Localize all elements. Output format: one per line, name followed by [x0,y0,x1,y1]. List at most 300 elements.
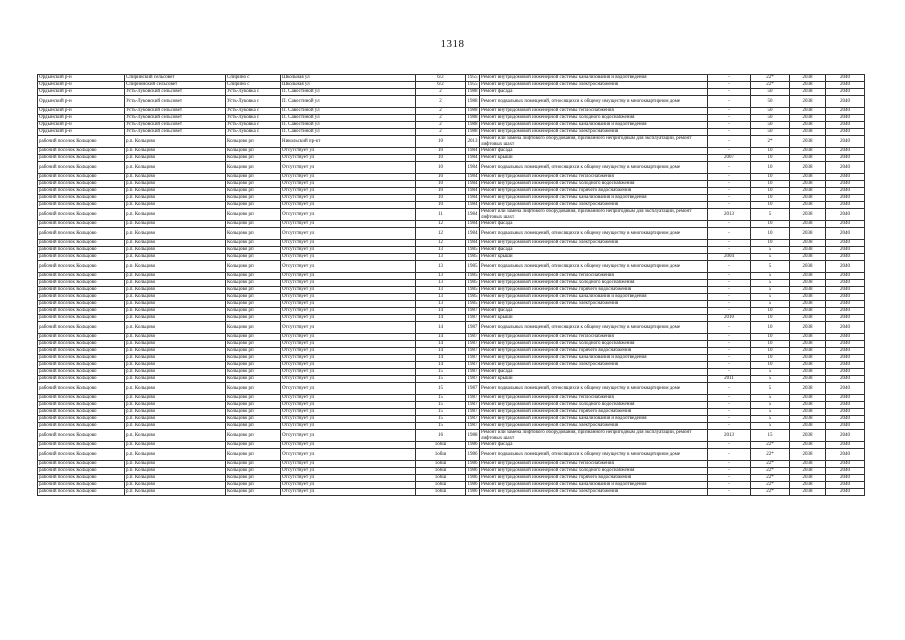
wear-percent-cell: 22* [751,449,790,461]
locality-cell: Кольцово рп [226,202,281,209]
table-row [38,174,865,181]
plan-end-year-cell: 2040 [826,341,865,348]
plan-start-year-cell: 2038 [790,188,826,195]
plan-start-year-cell: 2038 [790,174,826,181]
wear-percent-cell: 10 [751,148,790,155]
last-repair-year-cell: 2013 [708,209,751,221]
municipality-cell: рабочий поселок Кольцово [38,489,125,496]
last-repair-year-cell: - [708,294,751,301]
work-type-cell: Ремонт внутридомовой инженерной системы горячего водоснабжения [480,409,708,416]
plan-end-year-cell: 2040 [826,129,865,136]
wear-percent-cell: 10 [751,174,790,181]
municipality-cell: рабочий поселок Кольцово [38,369,125,376]
last-repair-year-cell: - [708,423,751,430]
build-year-cell: 1988 [466,430,480,442]
table-row [38,409,865,416]
street-cell: П. Савостиной ул [281,129,416,136]
work-type-cell: Ремонт внутридомовой инженерной системы холодного водоснабжения [480,181,708,188]
work-type-cell: Ремонт фасада [480,89,708,96]
plan-end-year-cell: 2040 [826,430,865,442]
plan-start-year-cell: 2038 [790,129,826,136]
wear-percent-cell: 22* [751,489,790,496]
locality-cell: Усть-Луковка с [226,89,281,96]
street-cell: Школьная ул [281,82,416,89]
build-year-cell: 1984 [467,155,478,161]
repair-schedule-table [37,74,865,496]
house-number-cell: 2 [416,115,466,122]
plan-end-year-cell: 2040 [826,308,865,315]
municipality-cell: Ордынский р-н [38,108,125,115]
house-number-cell: 12 [416,228,466,240]
settlement-cell: Усть-Луковский сельсовет [125,122,226,129]
work-type-cell: Ремонт внутридомовой инженерной системы канализования и водоотведения [480,75,708,82]
house-number-cell: 6/2 [416,75,466,82]
settlement-cell: р.п. Кольцово [125,395,226,402]
municipality-cell: рабочий поселок Кольцово [38,221,125,228]
table-row [38,369,865,376]
municipality-cell: рабочий поселок Кольцово [38,228,125,240]
street-cell: Отсутствует ул [281,355,416,362]
settlement-cell: Усть-Луковский сельсовет [125,108,226,115]
municipality-cell: рабочий поселок Кольцово [38,136,125,148]
municipality-cell: рабочий поселок Кольцово [38,280,125,287]
municipality-cell: Ордынский р-н [38,129,125,136]
work-type-cell: Ремонт крыши [480,254,708,261]
build-year-cell: 1986 [467,468,478,474]
municipality-cell: рабочий поселок Кольцово [38,287,125,294]
plan-start-year-cell: 2038 [790,369,826,376]
locality-cell: Кольцово рп [226,228,281,240]
settlement-cell: р.п. Кольцово [125,247,226,254]
plan-end-year-cell: 2040 [826,369,865,376]
street-cell: Отсутствует ул [281,174,416,181]
plan-end-year-cell: 2040 [826,96,865,108]
house-number-cell: 10 [416,202,466,209]
plan-end-year-cell: 2040 [826,468,865,475]
build-year-cell: 1987 [467,416,478,422]
house-number-cell: 1обш [416,442,466,449]
street-cell: Отсутствует ул [281,148,416,155]
last-repair-year-cell: - [708,334,751,341]
build-year-cell: 1984 [467,202,478,208]
settlement-cell: р.п. Кольцово [125,416,226,423]
last-repair-year-cell: - [708,89,751,96]
wear-percent-cell: 50 [751,115,790,122]
work-type-cell: Ремонт или замена лифтового оборудования, признанного непригодным для эксплуатации, ремонт лифтовых шахт [480,430,708,442]
municipality-cell: рабочий поселок Кольцово [38,209,125,221]
table-row [38,82,865,89]
work-type-cell: Ремонт крыши [480,155,708,162]
build-year-cell: 1986 [467,482,478,488]
work-type-cell: Ремонт внутридомовой инженерной системы горячего водоснабжения [480,287,708,294]
street-cell: Отсутствует ул [281,294,416,301]
build-year-cell: 1987 [467,402,478,408]
house-number-cell: 16 [416,430,466,442]
street-cell: Отсутствует ул [281,348,416,355]
settlement-cell: р.п. Кольцово [125,308,226,315]
work-type-cell: Ремонт внутридомовой инженерной системы электроснабжения [480,362,708,369]
house-number-cell: 10 [416,174,466,181]
plan-end-year-cell: 2040 [826,348,865,355]
locality-cell: Кольцово рп [226,155,281,162]
wear-percent-cell: 5 [751,247,790,254]
table-row [38,122,865,129]
locality-cell: Кольцово рп [226,294,281,301]
table-row [38,162,865,174]
settlement-cell: Усть-Луковский сельсовет [125,129,226,136]
work-type-cell: Ремонт внутридомовой инженерной системы горячего водоснабжения [480,188,708,195]
plan-start-year-cell: 2038 [790,75,826,82]
wear-percent-cell: 22* [751,482,790,489]
locality-cell: Кольцово рп [226,416,281,423]
wear-percent-cell: 5 [751,254,790,261]
last-repair-year-cell: - [708,202,751,209]
locality-cell: Кольцово рп [226,430,281,442]
build-year-cell: 1985 [466,261,480,273]
table-row [38,247,865,254]
build-year-cell: 1988 [467,122,478,128]
table-row [38,442,865,449]
build-year-cell: 1986 [467,475,478,481]
last-repair-year-cell: - [708,195,751,202]
house-number-cell: 2 [416,129,466,136]
house-number-cell: 10 [416,148,466,155]
street-cell: Отсутствует ул [281,409,416,416]
work-type-cell: Ремонт внутридомовой инженерной системы холодного водоснабжения [480,468,708,475]
municipality-cell: рабочий поселок Кольцово [38,174,125,181]
plan-start-year-cell: 2038 [790,334,826,341]
last-repair-year-cell: - [708,489,751,496]
street-cell: Отсутствует ул [281,461,416,468]
plan-end-year-cell: 2040 [826,482,865,489]
plan-start-year-cell: 2038 [790,489,826,496]
house-number-cell: 15 [416,369,466,376]
table-row [38,228,865,240]
work-type-cell: Ремонт внутридомовой инженерной системы холодного водоснабжения [480,115,708,122]
plan-start-year-cell: 2038 [790,315,826,322]
house-number-cell: 13 [416,287,466,294]
settlement-cell: Усть-Луковский сельсовет [125,89,226,96]
build-year-cell: 1987 [467,348,478,354]
settlement-cell: р.п. Кольцово [125,482,226,489]
plan-end-year-cell: 2040 [826,355,865,362]
plan-end-year-cell: 2040 [826,82,865,89]
street-cell: П. Савостиной ул [281,89,416,96]
plan-start-year-cell: 2038 [790,482,826,489]
last-repair-year-cell: - [708,449,751,461]
house-number-cell: 10 [416,195,466,202]
wear-percent-cell: 5 [751,287,790,294]
street-cell: Отсутствует ул [281,240,416,247]
locality-cell: Кольцово рп [226,273,281,280]
street-cell: Отсутствует ул [281,221,416,228]
last-repair-year-cell: - [708,280,751,287]
plan-end-year-cell: 2040 [826,362,865,369]
table-row [38,315,865,322]
build-year-cell: 1984 [467,188,478,194]
municipality-cell: рабочий поселок Кольцово [38,202,125,209]
locality-cell: Кольцово рп [226,240,281,247]
table-row [38,294,865,301]
house-number-cell: 10 [416,155,466,162]
build-year-cell: 1988 [467,129,478,135]
house-number-cell: 1обш [416,475,466,482]
settlement-cell: р.п. Кольцово [125,202,226,209]
plan-end-year-cell: 2040 [826,376,865,383]
plan-end-year-cell: 2040 [826,416,865,423]
house-number-cell: 13 [416,294,466,301]
plan-start-year-cell: 2038 [790,280,826,287]
last-repair-year-cell: - [708,115,751,122]
house-number-cell: 1обш [416,489,466,496]
street-cell: Отсутствует ул [281,188,416,195]
last-repair-year-cell: - [708,287,751,294]
settlement-cell: р.п. Кольцово [125,287,226,294]
locality-cell: Усть-Луковка с [226,115,281,122]
wear-percent-cell: 5 [751,261,790,273]
plan-end-year-cell: 2040 [826,148,865,155]
plan-start-year-cell: 2038 [790,82,826,89]
wear-percent-cell: 22* [751,461,790,468]
wear-percent-cell: 10 [751,155,790,162]
settlement-cell: Усть-Луковский сельсовет [125,115,226,122]
plan-start-year-cell: 2038 [790,240,826,247]
street-cell: П. Савостиной ул [281,96,416,108]
settlement-cell: р.п. Кольцово [125,376,226,383]
work-type-cell: Ремонт внутридомовой инженерной системы канализования и водоотведения [480,294,708,301]
last-repair-year-cell: - [708,162,751,174]
last-repair-year-cell: - [708,221,751,228]
last-repair-year-cell: - [708,482,751,489]
table-row [38,449,865,461]
table-row [38,240,865,247]
plan-start-year-cell: 2038 [790,430,826,442]
street-cell: Отсутствует ул [281,228,416,240]
street-cell: Отсутствует ул [281,430,416,442]
street-cell: Отсутствует ул [281,489,416,496]
settlement-cell: р.п. Кольцово [125,254,226,261]
last-repair-year-cell: 2013 [708,430,751,442]
work-type-cell: Ремонт внутридомовой инженерной системы теплоснабжения [480,395,708,402]
plan-end-year-cell: 2040 [826,322,865,334]
plan-end-year-cell: 2040 [826,315,865,322]
build-year-cell: 1986 [466,449,480,461]
plan-end-year-cell: 2040 [826,334,865,341]
table-row [38,468,865,475]
table-row [38,423,865,430]
plan-end-year-cell: 2040 [826,181,865,188]
plan-end-year-cell: 2040 [826,209,865,221]
municipality-cell: рабочий поселок Кольцово [38,383,125,395]
last-repair-year-cell: - [708,409,751,416]
last-repair-year-cell: - [708,75,751,82]
house-number-cell: 2 [416,96,466,108]
municipality-cell: рабочий поселок Кольцово [38,301,125,308]
work-type-cell: Ремонт подвальных помещений, относящихся к общему имуществу в многоквартирном доме [480,383,708,395]
plan-start-year-cell: 2038 [790,195,826,202]
build-year-cell: 1988 [467,115,478,121]
wear-percent-cell: 10 [751,240,790,247]
last-repair-year-cell: - [708,362,751,369]
build-year-cell: 1984 [466,209,480,221]
plan-start-year-cell: 2038 [790,209,826,221]
work-type-cell: Ремонт внутридомовой инженерной системы электроснабжения [480,423,708,430]
table-row [38,341,865,348]
plan-start-year-cell: 2038 [790,409,826,416]
build-year-cell: 1985 [467,280,478,286]
house-number-cell: 10 [416,188,466,195]
last-repair-year-cell: - [708,395,751,402]
wear-percent-cell: 5 [751,376,790,383]
last-repair-year-cell: - [708,301,751,308]
plan-end-year-cell: 2040 [826,247,865,254]
street-cell: П. Савостиной ул [281,108,416,115]
work-type-cell: Ремонт крыши [480,315,708,322]
wear-percent-cell: 10 [751,188,790,195]
last-repair-year-cell: - [708,442,751,449]
street-cell: Никольский пр-кт [281,136,416,148]
municipality-cell: рабочий поселок Кольцово [38,376,125,383]
settlement-cell: Спирнинский сельсовет [125,82,226,89]
wear-percent-cell: 5 [751,395,790,402]
municipality-cell: рабочий поселок Кольцово [38,162,125,174]
work-type-cell: Ремонт подвальных помещений, относящихся к общему имуществу в многоквартирном доме [480,162,708,174]
settlement-cell: Усть-Луковский сельсовет [125,96,226,108]
plan-start-year-cell: 2038 [790,376,826,383]
work-type-cell: Ремонт или замена лифтового оборудования, признанного непригодным для эксплуатации, ремонт лифтовых шахт [480,136,708,148]
page-number: 1318 [440,38,465,50]
street-cell: Отсутствует ул [281,209,416,221]
wear-percent-cell: 10 [751,308,790,315]
house-number-cell: 14 [416,334,466,341]
plan-end-year-cell: 2040 [826,108,865,115]
build-year-cell: 1955 [467,82,478,88]
street-cell: Отсутствует ул [281,273,416,280]
plan-end-year-cell: 2040 [826,261,865,273]
settlement-cell: р.п. Кольцово [125,221,226,228]
settlement-cell: р.п. Кольцово [125,402,226,409]
locality-cell: Кольцово рп [226,221,281,228]
wear-percent-cell: 2* [751,136,790,148]
municipality-cell: Ордынский р-н [38,89,125,96]
plan-end-year-cell: 2040 [826,188,865,195]
municipality-cell: рабочий поселок Кольцово [38,348,125,355]
work-type-cell: Ремонт внутридомовой инженерной системы холодного водоснабжения [480,402,708,409]
municipality-cell: рабочий поселок Кольцово [38,362,125,369]
street-cell: П. Савостиной ул [281,122,416,129]
municipality-cell: рабочий поселок Кольцово [38,355,125,362]
locality-cell: Кольцово рп [226,449,281,461]
plan-end-year-cell: 2040 [826,162,865,174]
build-year-cell: 1987 [466,383,480,395]
build-year-cell: 1984 [466,162,480,174]
house-number-cell: 10 [416,136,466,148]
locality-cell: Кольцово рп [226,489,281,496]
last-repair-year-cell: - [708,240,751,247]
municipality-cell: рабочий поселок Кольцово [38,308,125,315]
last-repair-year-cell: - [708,383,751,395]
street-cell: Отсутствует ул [281,155,416,162]
plan-end-year-cell: 2040 [826,89,865,96]
street-cell: Отсутствует ул [281,423,416,430]
wear-percent-cell: 5 [751,416,790,423]
work-type-cell: Ремонт внутридомовой инженерной системы электроснабжения [480,489,708,496]
last-repair-year-cell: - [708,228,751,240]
plan-start-year-cell: 2038 [790,301,826,308]
locality-cell: Кольцово рп [226,442,281,449]
wear-percent-cell: 5 [751,423,790,430]
house-number-cell: 15 [416,383,466,395]
settlement-cell: р.п. Кольцово [125,209,226,221]
settlement-cell: р.п. Кольцово [125,430,226,442]
house-number-cell: 15 [416,395,466,402]
build-year-cell: 1986 [467,442,478,448]
municipality-cell: рабочий поселок Кольцово [38,273,125,280]
plan-start-year-cell: 2038 [790,221,826,228]
street-cell: Отсутствует ул [281,162,416,174]
work-type-cell: Ремонт внутридомовой инженерной системы горячего водоснабжения [480,348,708,355]
street-cell: Отсутствует ул [281,449,416,461]
table-row [38,254,865,261]
house-number-cell: 14 [416,355,466,362]
house-number-cell: 14 [416,362,466,369]
street-cell: Отсутствует ул [281,322,416,334]
house-number-cell: 1обш [416,449,466,461]
municipality-cell: рабочий поселок Кольцово [38,315,125,322]
plan-end-year-cell: 2040 [826,195,865,202]
locality-cell: Кольцово рп [226,475,281,482]
plan-start-year-cell: 2038 [790,442,826,449]
locality-cell: Усть-Луковка с [226,96,281,108]
build-year-cell: 1985 [467,294,478,300]
table-row [38,308,865,315]
wear-percent-cell: 22* [751,468,790,475]
settlement-cell: р.п. Кольцово [125,294,226,301]
locality-cell: Кольцово рп [226,261,281,273]
table-row [38,301,865,308]
plan-end-year-cell: 2040 [826,287,865,294]
house-number-cell: 15 [416,416,466,423]
table-row [38,155,865,162]
municipality-cell: Ордынский р-н [38,122,125,129]
plan-start-year-cell: 2038 [790,402,826,409]
table-row [38,261,865,273]
house-number-cell: 10 [416,181,466,188]
municipality-cell: рабочий поселок Кольцово [38,423,125,430]
wear-percent-cell: 15 [751,430,790,442]
wear-percent-cell: 10 [751,195,790,202]
last-repair-year-cell: - [708,174,751,181]
municipality-cell: Ордынский р-н [38,115,125,122]
plan-start-year-cell: 2038 [790,308,826,315]
locality-cell: Кольцово рп [226,322,281,334]
settlement-cell: р.п. Кольцово [125,362,226,369]
municipality-cell: рабочий поселок Кольцово [38,240,125,247]
locality-cell: Кольцово рп [226,209,281,221]
plan-end-year-cell: 2040 [826,489,865,496]
work-type-cell: Ремонт фасада [480,148,708,155]
plan-start-year-cell: 2038 [790,162,826,174]
build-year-cell: 1987 [466,322,480,334]
house-number-cell: 6/2 [416,82,466,89]
build-year-cell: 1987 [467,409,478,415]
plan-start-year-cell: 2038 [790,254,826,261]
house-number-cell: 1обш [416,461,466,468]
table-row [38,376,865,383]
last-repair-year-cell: - [708,108,751,115]
street-cell: Отсутствует ул [281,287,416,294]
locality-cell: Кольцово рп [226,423,281,430]
